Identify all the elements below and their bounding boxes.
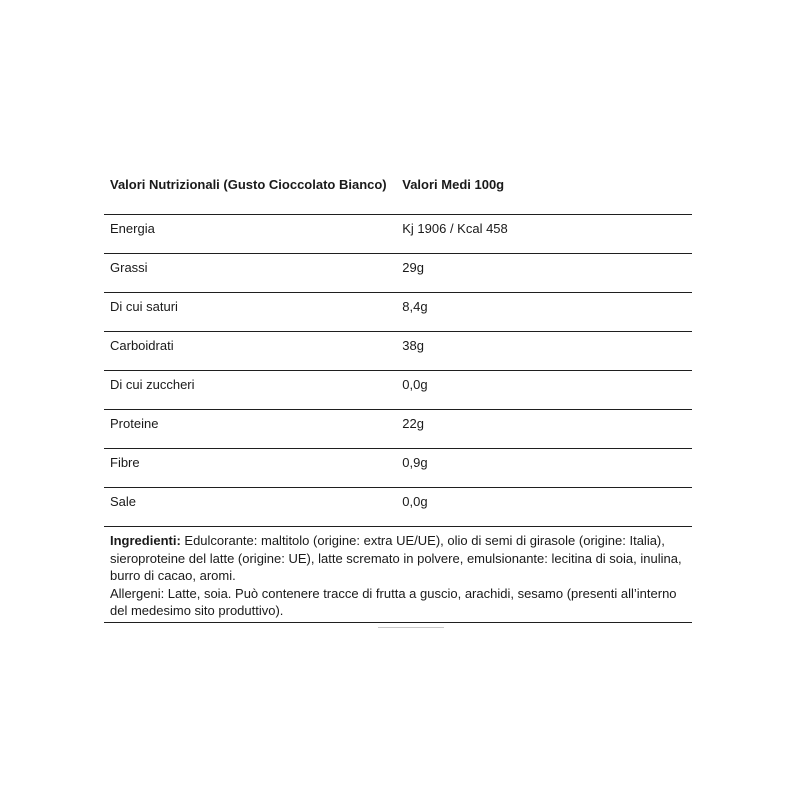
allergens-text: Allergeni: Latte, soia. Può contenere tracce di frutta a guscio, arachidi, sesamo (presenti all’interno del medesimo sito produttivo). [110, 585, 677, 618]
table-row [104, 293, 692, 332]
table-row [104, 215, 692, 254]
table-row [104, 332, 692, 371]
row-label: Energia [104, 215, 396, 254]
row-label: Di cui saturi [104, 293, 396, 332]
row-value: 22g [396, 410, 692, 449]
row-value: 38g [396, 332, 692, 371]
ingredients-heading: Ingredienti: [110, 533, 181, 548]
row-label: Carboidrati [104, 332, 396, 371]
row-label: Fibre [104, 449, 396, 488]
row-label: Proteine [104, 410, 396, 449]
row-value: 8,4g [396, 293, 692, 332]
table-row [104, 449, 692, 488]
divider [378, 627, 444, 628]
row-value: Kj 1906 / Kcal 458 [396, 215, 692, 254]
nutrition-table [104, 171, 692, 623]
row-label: Grassi [104, 254, 396, 293]
ingredients-row [104, 527, 692, 623]
row-label: Di cui zuccheri [104, 371, 396, 410]
row-value: 0,0g [396, 488, 692, 527]
table-row [104, 254, 692, 293]
ingredients-cell [104, 527, 692, 623]
row-value: 29g [396, 254, 692, 293]
table-row [104, 488, 692, 527]
header-label: Valori Nutrizionali (Gusto Cioccolato Bianco) [104, 171, 396, 215]
row-value: 0,9g [396, 449, 692, 488]
table-row [104, 410, 692, 449]
row-value: 0,0g [396, 371, 692, 410]
header-value: Valori Medi 100g [396, 171, 692, 215]
table-header-row [104, 171, 692, 215]
row-label: Sale [104, 488, 396, 527]
table-row [104, 371, 692, 410]
ingredients-text: Edulcorante: maltitolo (origine: extra UE/UE), olio di semi di girasole (origine: Italia), sieroproteine del latte (origine: UE), latte scremato in polvere, emulsionante: lecitina di soia, inulina, burro di cacao, aromi. [110, 533, 682, 583]
